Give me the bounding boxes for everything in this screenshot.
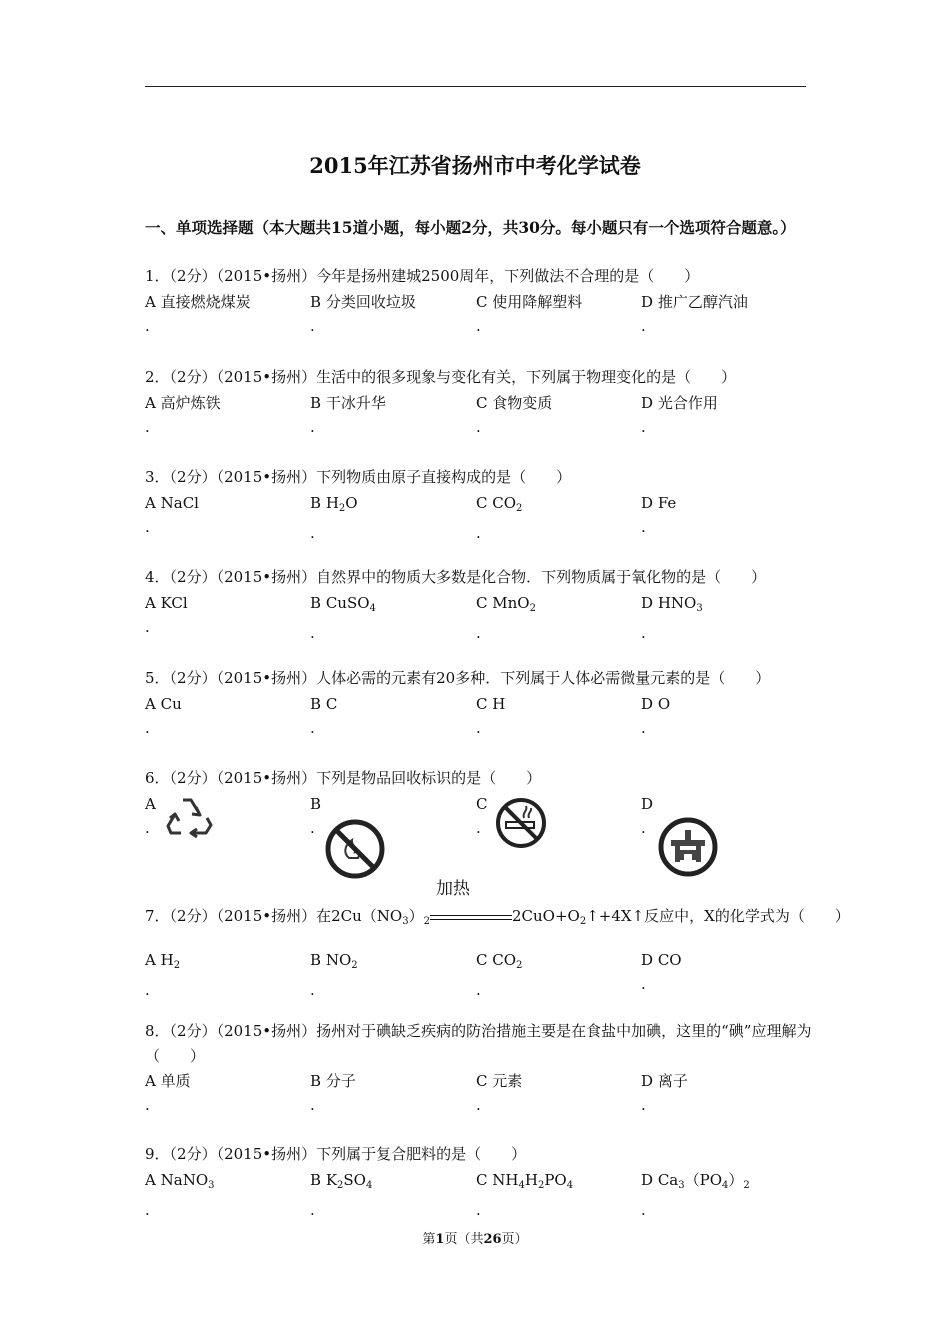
option-d[interactable]: D 推广乙醇汽油 . (641, 293, 748, 335)
option-d[interactable]: D 光合作用 . (641, 394, 718, 436)
option-b[interactable]: B . (310, 794, 321, 838)
recycle-icon (163, 794, 217, 840)
option-a[interactable]: A Cu . (145, 695, 182, 737)
option-c[interactable]: C $NH_4H_2PO_4$ . (476, 1171, 574, 1219)
page-title: 2015年江苏省扬州市中考化学试卷 (309, 153, 641, 178)
question-3: 3．（2分）（2015•扬州）下列物质由原子直接构成的是（ ） A NaCl . B $H_2O$ . C $CO_2$ . D Fe . (145, 468, 677, 542)
option-d[interactable]: D . (641, 794, 653, 838)
option-a[interactable]: A 直接燃烧煤炭 . (145, 293, 251, 335)
option-d[interactable]: D $HNO_3$ . (641, 594, 703, 642)
no-smoking-icon (494, 796, 548, 850)
no-fire-icon (324, 818, 386, 880)
option-a[interactable]: A 单质 . (145, 1072, 191, 1114)
page-footer: 第1页（共26页） (422, 1232, 528, 1247)
option-a[interactable]: A $H_2$ . (145, 951, 181, 999)
option-c[interactable]: C $CO_2$ . (476, 951, 523, 999)
option-a[interactable]: A 高炉炼铁 . (145, 394, 221, 436)
option-d[interactable]: D CO . (641, 951, 682, 993)
option-b[interactable]: B $H_2O$ . (310, 494, 358, 542)
option-d[interactable]: D 离子 . (641, 1072, 688, 1114)
question-9: 9．（2分）（2015•扬州）下列属于复合肥料的是（ ） A NaNO$_3$ . B $K_2SO_4$ . C $NH_4H_2PO_4$ . D $Ca_3(PO_4)_2$ . (145, 1145, 750, 1219)
option-a[interactable]: A NaCl . (145, 494, 199, 536)
option-b[interactable]: B 分类回收垃圾 . (310, 293, 416, 335)
option-c[interactable]: C . (476, 794, 487, 838)
option-a[interactable]: A NaNO$_3$ . (145, 1171, 215, 1219)
question-8: 8．（2分）（2015•扬州）扬州对于碘缺乏疾病的防治措施主要是在食盐中加碘，这里的“碘”应理解为（ ） A 单质 . B 分子 . C 元素 . D 离子 . (145, 1022, 812, 1114)
option-b[interactable]: B CuSO$_4$ . (310, 594, 376, 642)
option-c[interactable]: C H . (476, 695, 506, 737)
option-d[interactable]: D Fe . (641, 494, 677, 536)
question-2: 2．（2分）（2015•扬州）生活中的很多现象与变化有关，下列属于物理变化的是（ ） A 高炉炼铁 . B 干冰升华 . C 食物变质 . D 光合作用 . (145, 368, 737, 436)
option-a[interactable]: A . (145, 794, 156, 838)
option-b[interactable]: B 干冰升华 . (310, 394, 386, 436)
option-d[interactable]: D O . (641, 695, 671, 737)
question-7: 7．（2分）（2015•扬州）在$2Cu(NO_3)_2$ 加热 $2CuO+O_2↑+4X↑$反应中，X的化学式为（ ） A $H_2$ . B $NO_2$ . C $CO_2$ . D CO . (145, 879, 850, 999)
option-b[interactable]: B $K_2SO_4$ . (310, 1171, 373, 1219)
option-b[interactable]: B 分子 . (310, 1072, 356, 1114)
question-1: 1．（2分）（2015•扬州）今年是扬州建城2500周年，下列做法不合理的是（ ） A 直接燃烧煤炭 . B 分类回收垃圾 . C 使用降解塑料 . D 推广乙醇汽油 . (145, 267, 748, 335)
section-heading: 一、单项选择题（本大题共15道小题，每小题2分，共30分。每小题只有一个选项符合题意。） (145, 218, 796, 237)
option-c[interactable]: C $CO_2$ . (476, 494, 523, 542)
option-c[interactable]: C 元素 . (476, 1072, 523, 1114)
option-a[interactable]: A KCl . (145, 594, 188, 636)
option-d[interactable]: D $Ca_3(PO_4)_2$ . (641, 1171, 750, 1219)
option-c[interactable]: C 使用降解塑料 . (476, 293, 583, 335)
top-rule (145, 86, 806, 87)
question-4: 4．（2分）（2015•扬州）自然界中的物质大多数是化合物．下列物质属于氧化物的是（ ） A KCl . B CuSO$_4$ . C MnO$_2$ . D $HNO_3$ . (145, 568, 767, 642)
option-b[interactable]: B $NO_2$ . (310, 951, 358, 999)
option-c[interactable]: C 食物变质 . (476, 394, 553, 436)
question-5: 5．（2分）（2015•扬州）人体必需的元素有20多种．下列属于人体必需微量元素的是（ ） A Cu . B C . C H . D O . (145, 669, 771, 737)
no-parking-icon (657, 816, 719, 878)
option-b[interactable]: B C . (310, 695, 338, 737)
option-c[interactable]: C MnO$_2$ . (476, 594, 536, 642)
heating-equals-sign: 加热 (430, 906, 512, 926)
question-6: 6．（2分）（2015•扬州）下列是物品回收标识的是（ ） A . B . C . D . (145, 768, 815, 890)
